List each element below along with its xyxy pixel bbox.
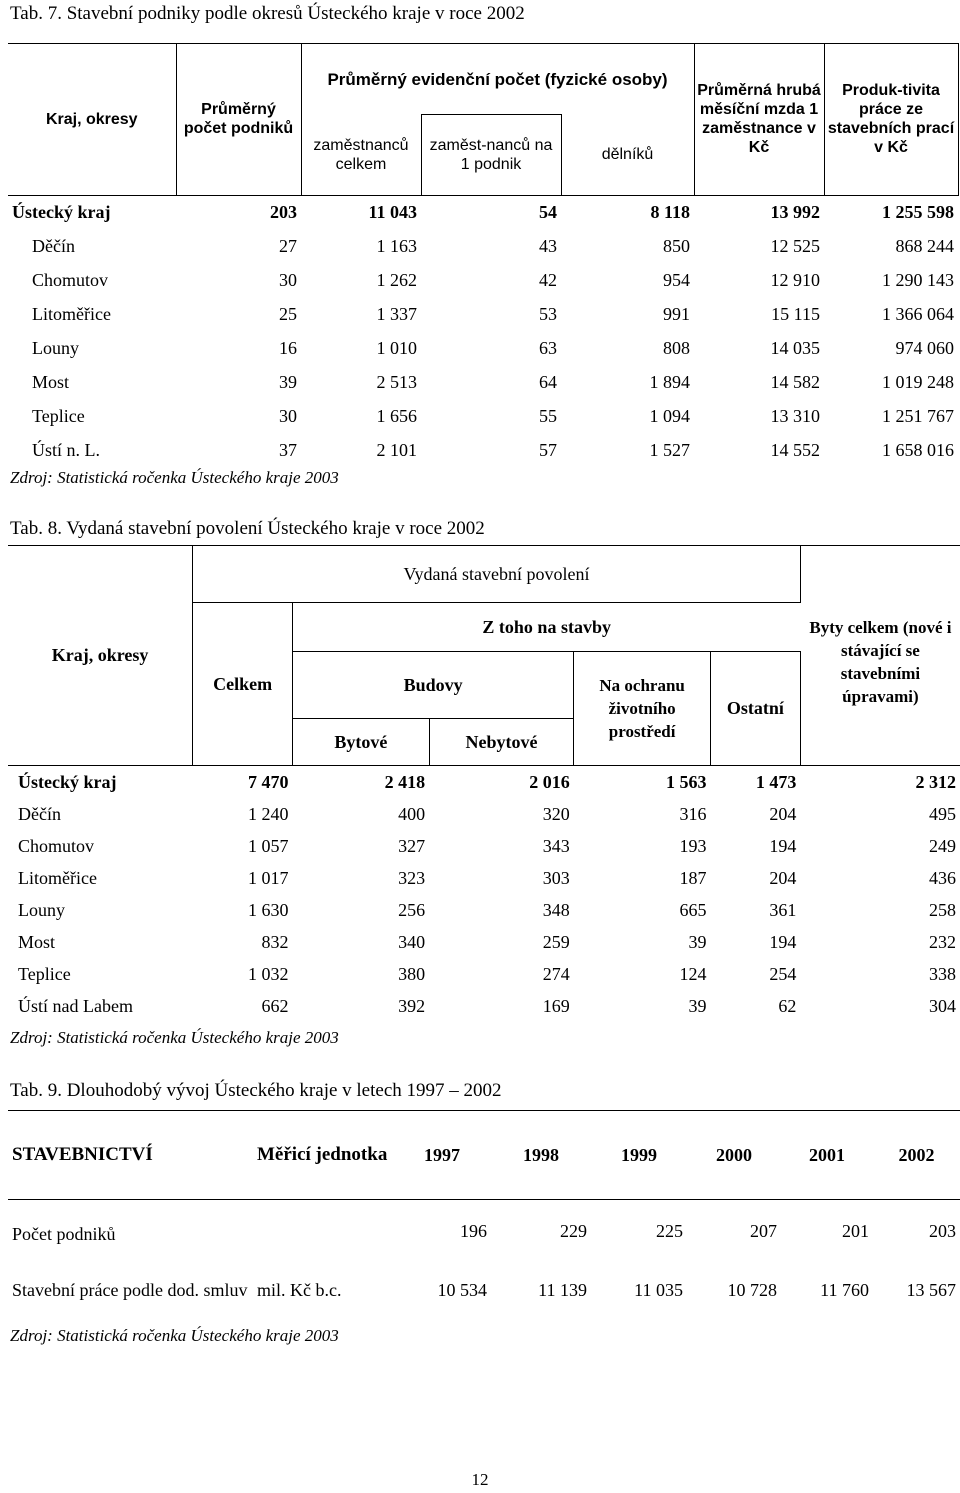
- t7-header-firms: Průměrný počet podniků: [176, 44, 301, 196]
- table-cell: 54: [421, 195, 561, 230]
- table-cell: 169: [542, 995, 570, 1016]
- table-cell: 974 060: [895, 338, 954, 358]
- row-label: Most: [32, 372, 70, 392]
- table-cell: 8 118: [561, 195, 694, 230]
- table-cell: 495: [929, 803, 956, 824]
- row-label: Litoměřice: [18, 867, 97, 888]
- table-cell: 991: [663, 304, 690, 324]
- t9-cell: 196: [393, 1200, 491, 1263]
- table8: [8, 545, 960, 1022]
- table-cell: 2 513: [376, 372, 417, 392]
- table7-caption: Tab. 7. Stavební podniky podle okresů Ústeckého kraje v roce 2002: [10, 3, 525, 24]
- table-cell: 1 010: [376, 338, 417, 358]
- table-cell: 303: [542, 867, 570, 888]
- table-cell: 850: [663, 236, 690, 256]
- table-cell: 1 251 767: [882, 406, 954, 426]
- table-cell: 37: [279, 440, 297, 460]
- table-cell: 380: [398, 963, 426, 984]
- t9-cell: 225: [591, 1200, 687, 1263]
- table-cell: 1 262: [376, 270, 417, 290]
- t9-cell: 203: [873, 1200, 960, 1263]
- table-cell: 868 244: [895, 236, 954, 256]
- table9: [8, 1110, 960, 1318]
- table-row: [8, 298, 958, 332]
- table-cell: 832: [261, 931, 289, 952]
- table-cell: 1 366 064: [882, 304, 954, 324]
- t7-header-productivity: Produk-tivita práce ze stavebních prací v Kč: [824, 44, 958, 196]
- row-label: Chomutov: [18, 835, 95, 856]
- table-row: [8, 958, 960, 990]
- table-cell: 1 894: [649, 372, 690, 392]
- table-cell: 30: [279, 270, 297, 290]
- table-row: [8, 798, 960, 830]
- table-row: [8, 766, 960, 799]
- t7-header-staff-group: Průměrný evidenční počet (fyzické osoby): [301, 44, 694, 115]
- table-cell: 808: [663, 338, 690, 358]
- table-cell: 304: [929, 995, 956, 1016]
- table-cell: 1 473: [710, 766, 800, 799]
- table-cell: 13 992: [694, 195, 824, 230]
- t9-cell: 11 139: [538, 1279, 587, 1300]
- table-cell: 1 094: [649, 406, 690, 426]
- row-label: Děčín: [18, 803, 61, 824]
- table-cell: 39: [279, 372, 297, 392]
- t8-header-total: Celkem: [193, 603, 293, 766]
- table-cell: 249: [929, 835, 956, 856]
- table-row: [8, 400, 958, 434]
- table-row: [8, 830, 960, 862]
- t9-header-unit: Měřicí jednotka: [253, 1111, 393, 1200]
- table-cell: 13 310: [770, 406, 820, 426]
- t8-header-group: Vydaná stavební povolení: [193, 546, 801, 603]
- table-row: [8, 926, 960, 958]
- table-cell: 2 016: [429, 766, 574, 799]
- table-cell: 2 312: [800, 766, 960, 799]
- table-row: [8, 195, 958, 230]
- table-cell: 259: [542, 931, 570, 952]
- table-row: [8, 990, 960, 1022]
- t9-row-label: Počet podniků: [8, 1200, 253, 1263]
- table-cell: 400: [398, 803, 426, 824]
- t8-header-nonresidential: Nebytové: [429, 719, 574, 766]
- table9-caption: Tab. 9. Dlouhodobý vývoj Ústeckého kraje v letech 1997 – 2002: [10, 1080, 502, 1101]
- table-row: [8, 264, 958, 298]
- table-cell: 124: [679, 963, 707, 984]
- t9-cell: 207: [687, 1200, 781, 1263]
- table-cell: 361: [769, 899, 797, 920]
- row-label: Ústí n. L.: [32, 440, 101, 460]
- table-cell: 1 240: [248, 803, 289, 824]
- t8-header-residential: Bytové: [293, 719, 430, 766]
- t9-row-label: Stavební práce podle dod. smluv: [12, 1280, 248, 1300]
- table-row: [8, 332, 958, 366]
- row-label: Teplice: [18, 963, 71, 984]
- table-cell: 343: [542, 835, 570, 856]
- table-cell: 1 032: [248, 963, 289, 984]
- table-cell: 232: [929, 931, 956, 952]
- table-cell: 1 019 248: [882, 372, 954, 392]
- table-cell: 1 163: [376, 236, 417, 256]
- table-cell: 2 418: [293, 766, 430, 799]
- table8-source: Zdroj: Statistická ročenka Ústeckého kraje 2003: [10, 1028, 339, 1047]
- row-label: Most: [18, 931, 56, 952]
- table-cell: 194: [769, 931, 797, 952]
- table-cell: 7 470: [193, 766, 293, 799]
- t9-row-unit: mil. Kč b.c.: [257, 1279, 342, 1300]
- table-cell: 203: [176, 195, 301, 230]
- table-cell: 1 527: [649, 440, 690, 460]
- table-cell: 662: [261, 995, 289, 1016]
- t9-cell: 201: [781, 1200, 873, 1263]
- table-cell: 392: [398, 995, 426, 1016]
- table-cell: 1 563: [574, 766, 711, 799]
- t7-header-staff-per-firm: zaměst-nanců na 1 podnik: [421, 115, 561, 196]
- row-label: Ústí nad Labem: [18, 995, 133, 1016]
- t7-header-staff-total: zaměstnanců celkem: [301, 115, 421, 196]
- t9-header-year: 2000: [687, 1111, 781, 1200]
- table-cell: 340: [398, 931, 426, 952]
- table-cell: 348: [542, 899, 570, 920]
- row-label: Teplice: [32, 406, 85, 426]
- row-label: Ústecký kraj: [8, 195, 176, 230]
- t9-row-unit: [253, 1200, 393, 1263]
- table-cell: 436: [929, 867, 956, 888]
- table-row: [8, 862, 960, 894]
- row-label: Louny: [32, 338, 79, 358]
- table-row: [8, 230, 958, 264]
- row-label: Louny: [18, 899, 65, 920]
- table-cell: 274: [542, 963, 570, 984]
- table-cell: 25: [279, 304, 297, 324]
- t9-header-year: 1999: [591, 1111, 687, 1200]
- table8-caption: Tab. 8. Vydaná stavební povolení Ústeckého kraje v roce 2002: [10, 518, 485, 539]
- row-label: Děčín: [32, 236, 75, 256]
- table-cell: 39: [688, 931, 707, 952]
- table-cell: 1 658 016: [882, 440, 954, 460]
- table-cell: 194: [769, 835, 797, 856]
- table-cell: 204: [769, 803, 797, 824]
- t8-header-buildings: Budovy: [293, 652, 574, 719]
- table-cell: 14 552: [770, 440, 820, 460]
- t7-header-region: Kraj, okresy: [8, 44, 176, 196]
- table-cell: 1 337: [376, 304, 417, 324]
- table7: [8, 43, 959, 468]
- t8-header-region: Kraj, okresy: [8, 546, 193, 766]
- t9-cell: 11 760: [820, 1279, 869, 1300]
- t9-cell: 229: [491, 1200, 591, 1263]
- t9-header-section: STAVEBNICTVÍ: [8, 1111, 253, 1200]
- t9-header-year: 2001: [781, 1111, 873, 1200]
- table-cell: 258: [929, 899, 956, 920]
- table-cell: 55: [539, 406, 557, 426]
- row-label: Chomutov: [32, 270, 109, 290]
- table-cell: 1 017: [248, 867, 289, 888]
- row-label: Litoměřice: [32, 304, 111, 324]
- table-cell: 254: [769, 963, 797, 984]
- row-label: Ústecký kraj: [8, 766, 193, 799]
- table-cell: 204: [769, 867, 797, 888]
- table-cell: 1 290 143: [882, 270, 954, 290]
- table-cell: 256: [398, 899, 426, 920]
- table-cell: 15 115: [771, 304, 820, 324]
- table-cell: 14 035: [770, 338, 820, 358]
- t7-header-wage: Průměrná hrubá měsíční mzda 1 zaměstnance v Kč: [694, 44, 824, 196]
- table-cell: 323: [398, 867, 426, 888]
- t9-cell: 10 534: [437, 1279, 487, 1300]
- table-cell: 1 656: [376, 406, 417, 426]
- page-number: 12: [471, 1470, 489, 1489]
- table-cell: 2 101: [376, 440, 417, 460]
- table-cell: 187: [679, 867, 707, 888]
- table-cell: 39: [688, 995, 707, 1016]
- table-cell: 57: [539, 440, 557, 460]
- table-cell: 53: [539, 304, 557, 324]
- t7-header-workers: dělníků: [561, 115, 694, 196]
- t8-header-flats: Byty celkem (nové i stávající se stavebními úpravami): [800, 546, 960, 766]
- table-cell: 14 582: [770, 372, 820, 392]
- table-row: [8, 894, 960, 926]
- t8-header-subgroup: Z toho na stavby: [293, 603, 801, 652]
- t9-cell: 13 567: [906, 1279, 956, 1300]
- table-cell: 327: [398, 835, 426, 856]
- table-row: [8, 366, 958, 400]
- table-cell: 43: [539, 236, 557, 256]
- t9-header-year: 1997: [393, 1111, 491, 1200]
- table-cell: 63: [539, 338, 557, 358]
- t8-header-environment: Na ochranu životního prostředí: [574, 652, 711, 766]
- table-cell: 27: [279, 236, 297, 256]
- table-cell: 1 255 598: [824, 195, 958, 230]
- table-cell: 62: [778, 995, 797, 1016]
- table-cell: 12 525: [770, 236, 820, 256]
- table-cell: 1 057: [248, 835, 289, 856]
- t9-header-year: 1998: [491, 1111, 591, 1200]
- table-cell: 30: [279, 406, 297, 426]
- table-cell: 316: [679, 803, 707, 824]
- table-cell: 42: [539, 270, 557, 290]
- t9-header-year: 2002: [873, 1111, 960, 1200]
- t8-header-other: Ostatní: [710, 652, 800, 766]
- table-cell: 1 630: [248, 899, 289, 920]
- table-cell: 338: [929, 963, 956, 984]
- t9-cell: 11 035: [634, 1279, 683, 1300]
- t9-cell: 10 728: [727, 1279, 777, 1300]
- table-row: [8, 434, 958, 468]
- table-cell: 16: [279, 338, 297, 358]
- table-cell: 11 043: [301, 195, 421, 230]
- table-cell: 193: [679, 835, 707, 856]
- table9-source: Zdroj: Statistická ročenka Ústeckého kraje 2003: [10, 1326, 339, 1345]
- table-cell: 12 910: [770, 270, 820, 290]
- table-cell: 665: [679, 899, 707, 920]
- table-cell: 954: [663, 270, 690, 290]
- table7-source: Zdroj: Statistická ročenka Ústeckého kraje 2003: [10, 468, 339, 487]
- table-cell: 64: [539, 372, 557, 392]
- table-cell: 320: [542, 803, 570, 824]
